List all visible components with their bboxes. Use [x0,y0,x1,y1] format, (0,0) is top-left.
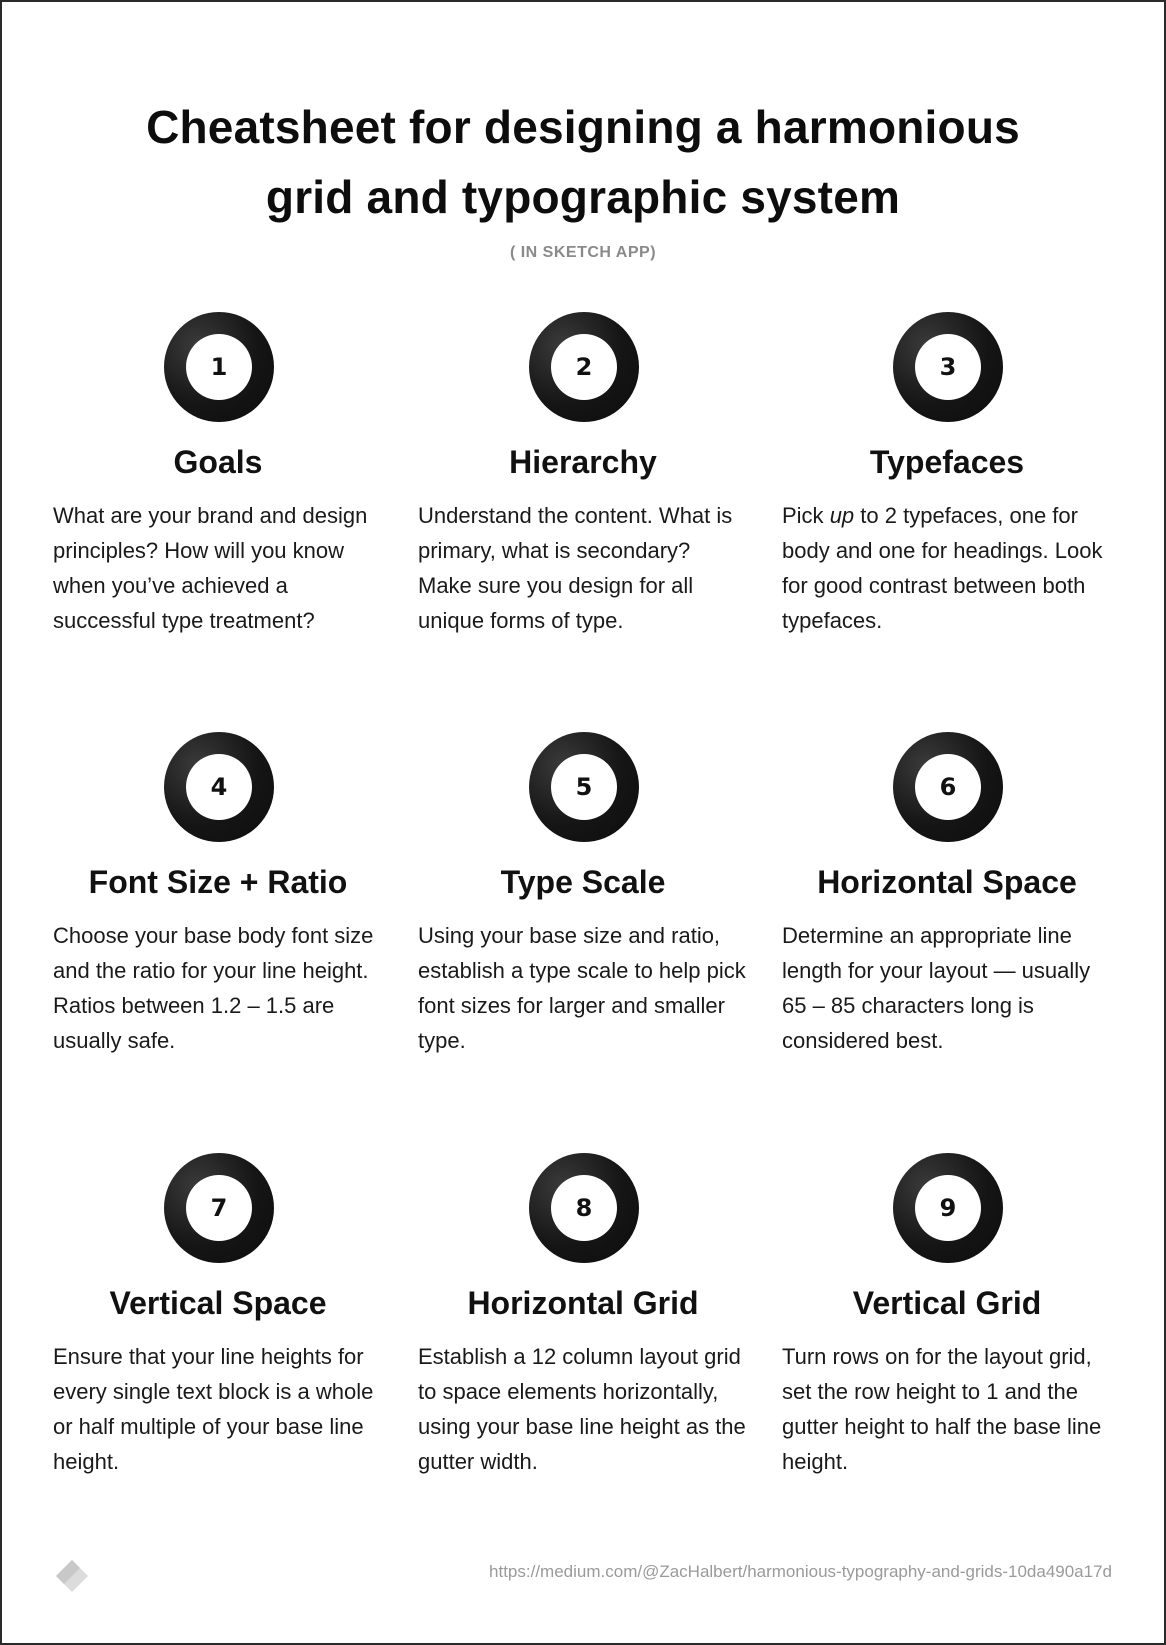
page-subtitle: ( IN SKETCH APP) [509,244,657,261]
step-description [782,498,1112,638]
step-title: Horizontal Grid [467,1285,699,1321]
step-description-end: to 2 typefaces, one for body and one for headings. Look for good contrast between both typefaces. [782,503,1103,633]
step-card-typefaces [782,312,1112,642]
step-title: Typefaces [869,444,1025,480]
step-card-type-scale [418,732,748,1062]
step-description-start: Pick [782,503,830,528]
step-number-badge [529,312,639,422]
step-card-hierarchy [418,312,748,642]
step-card-horizontal-grid [418,1153,748,1483]
step-number: 8 [551,1175,617,1241]
step-number-badge [529,1153,639,1263]
page-title [0,92,1166,232]
page-title-line-1: Cheatsheet for designing a harmonious [146,101,1020,153]
step-number-badge [893,1153,1003,1263]
step-title: Font Size + Ratio [88,864,348,900]
step-card-font-size-ratio [53,732,383,1062]
step-number-badge [164,312,274,422]
step-card-goals [53,312,383,642]
step-number: 7 [186,1175,252,1241]
step-number-badge [893,732,1003,842]
diamond-logo-icon [54,1558,90,1594]
step-number: 9 [915,1175,981,1241]
step-number-badge [164,732,274,842]
step-description: Choose your base body font size and the ratio for your line height. Ratios between 1.2 – 1.5 are usually safe. [53,923,374,1053]
source-link[interactable]: https://medium.com/@ZacHalbert/harmonious-typography-and-grids-10da490a17d [489,1562,1112,1581]
page-title-line-2: grid and typographic system [265,171,901,223]
step-number: 6 [915,754,981,820]
step-number: 2 [551,334,617,400]
step-description: Understand the content. What is primary, what is secondary? Make sure you design for all unique forms of type. [418,503,733,633]
step-title: Hierarchy [509,444,657,480]
step-number: 5 [551,754,617,820]
step-title: Horizontal Space [817,864,1077,900]
step-title: Vertical Space [109,1285,327,1321]
step-number-badge [893,312,1003,422]
step-title: Vertical Grid [852,1285,1042,1321]
step-description: Determine an appropriate line length for your layout — usually 65 – 85 characters long is considered best. [782,923,1091,1053]
step-number-badge [529,732,639,842]
step-title: Goals [173,444,263,480]
step-card-vertical-space [53,1153,383,1483]
step-description: Turn rows on for the layout grid, set the row height to 1 and the gutter height to half the base line height. [782,1344,1102,1474]
step-card-vertical-grid [782,1153,1112,1483]
step-card-horizontal-space [782,732,1112,1062]
step-description-emphasis: up [829,503,855,528]
diamond-logo-icon [54,1558,90,1594]
step-number-badge [164,1153,274,1263]
step-description: Establish a 12 column layout grid to space elements horizontally, using your base line height as the gutter width. [418,1344,746,1474]
step-title: Type Scale [500,864,666,900]
step-description: Using your base size and ratio, establish a type scale to help pick font sizes for larger and smaller type. [418,923,746,1053]
step-number: 4 [186,754,252,820]
step-description: What are your brand and design principles? How will you know when you’ve achieved a successful type treatment? [53,503,368,633]
step-number: 3 [915,334,981,400]
step-number: 1 [186,334,252,400]
step-description: Ensure that your line heights for every single text block is a whole or half multiple of your base line height. [53,1344,374,1474]
